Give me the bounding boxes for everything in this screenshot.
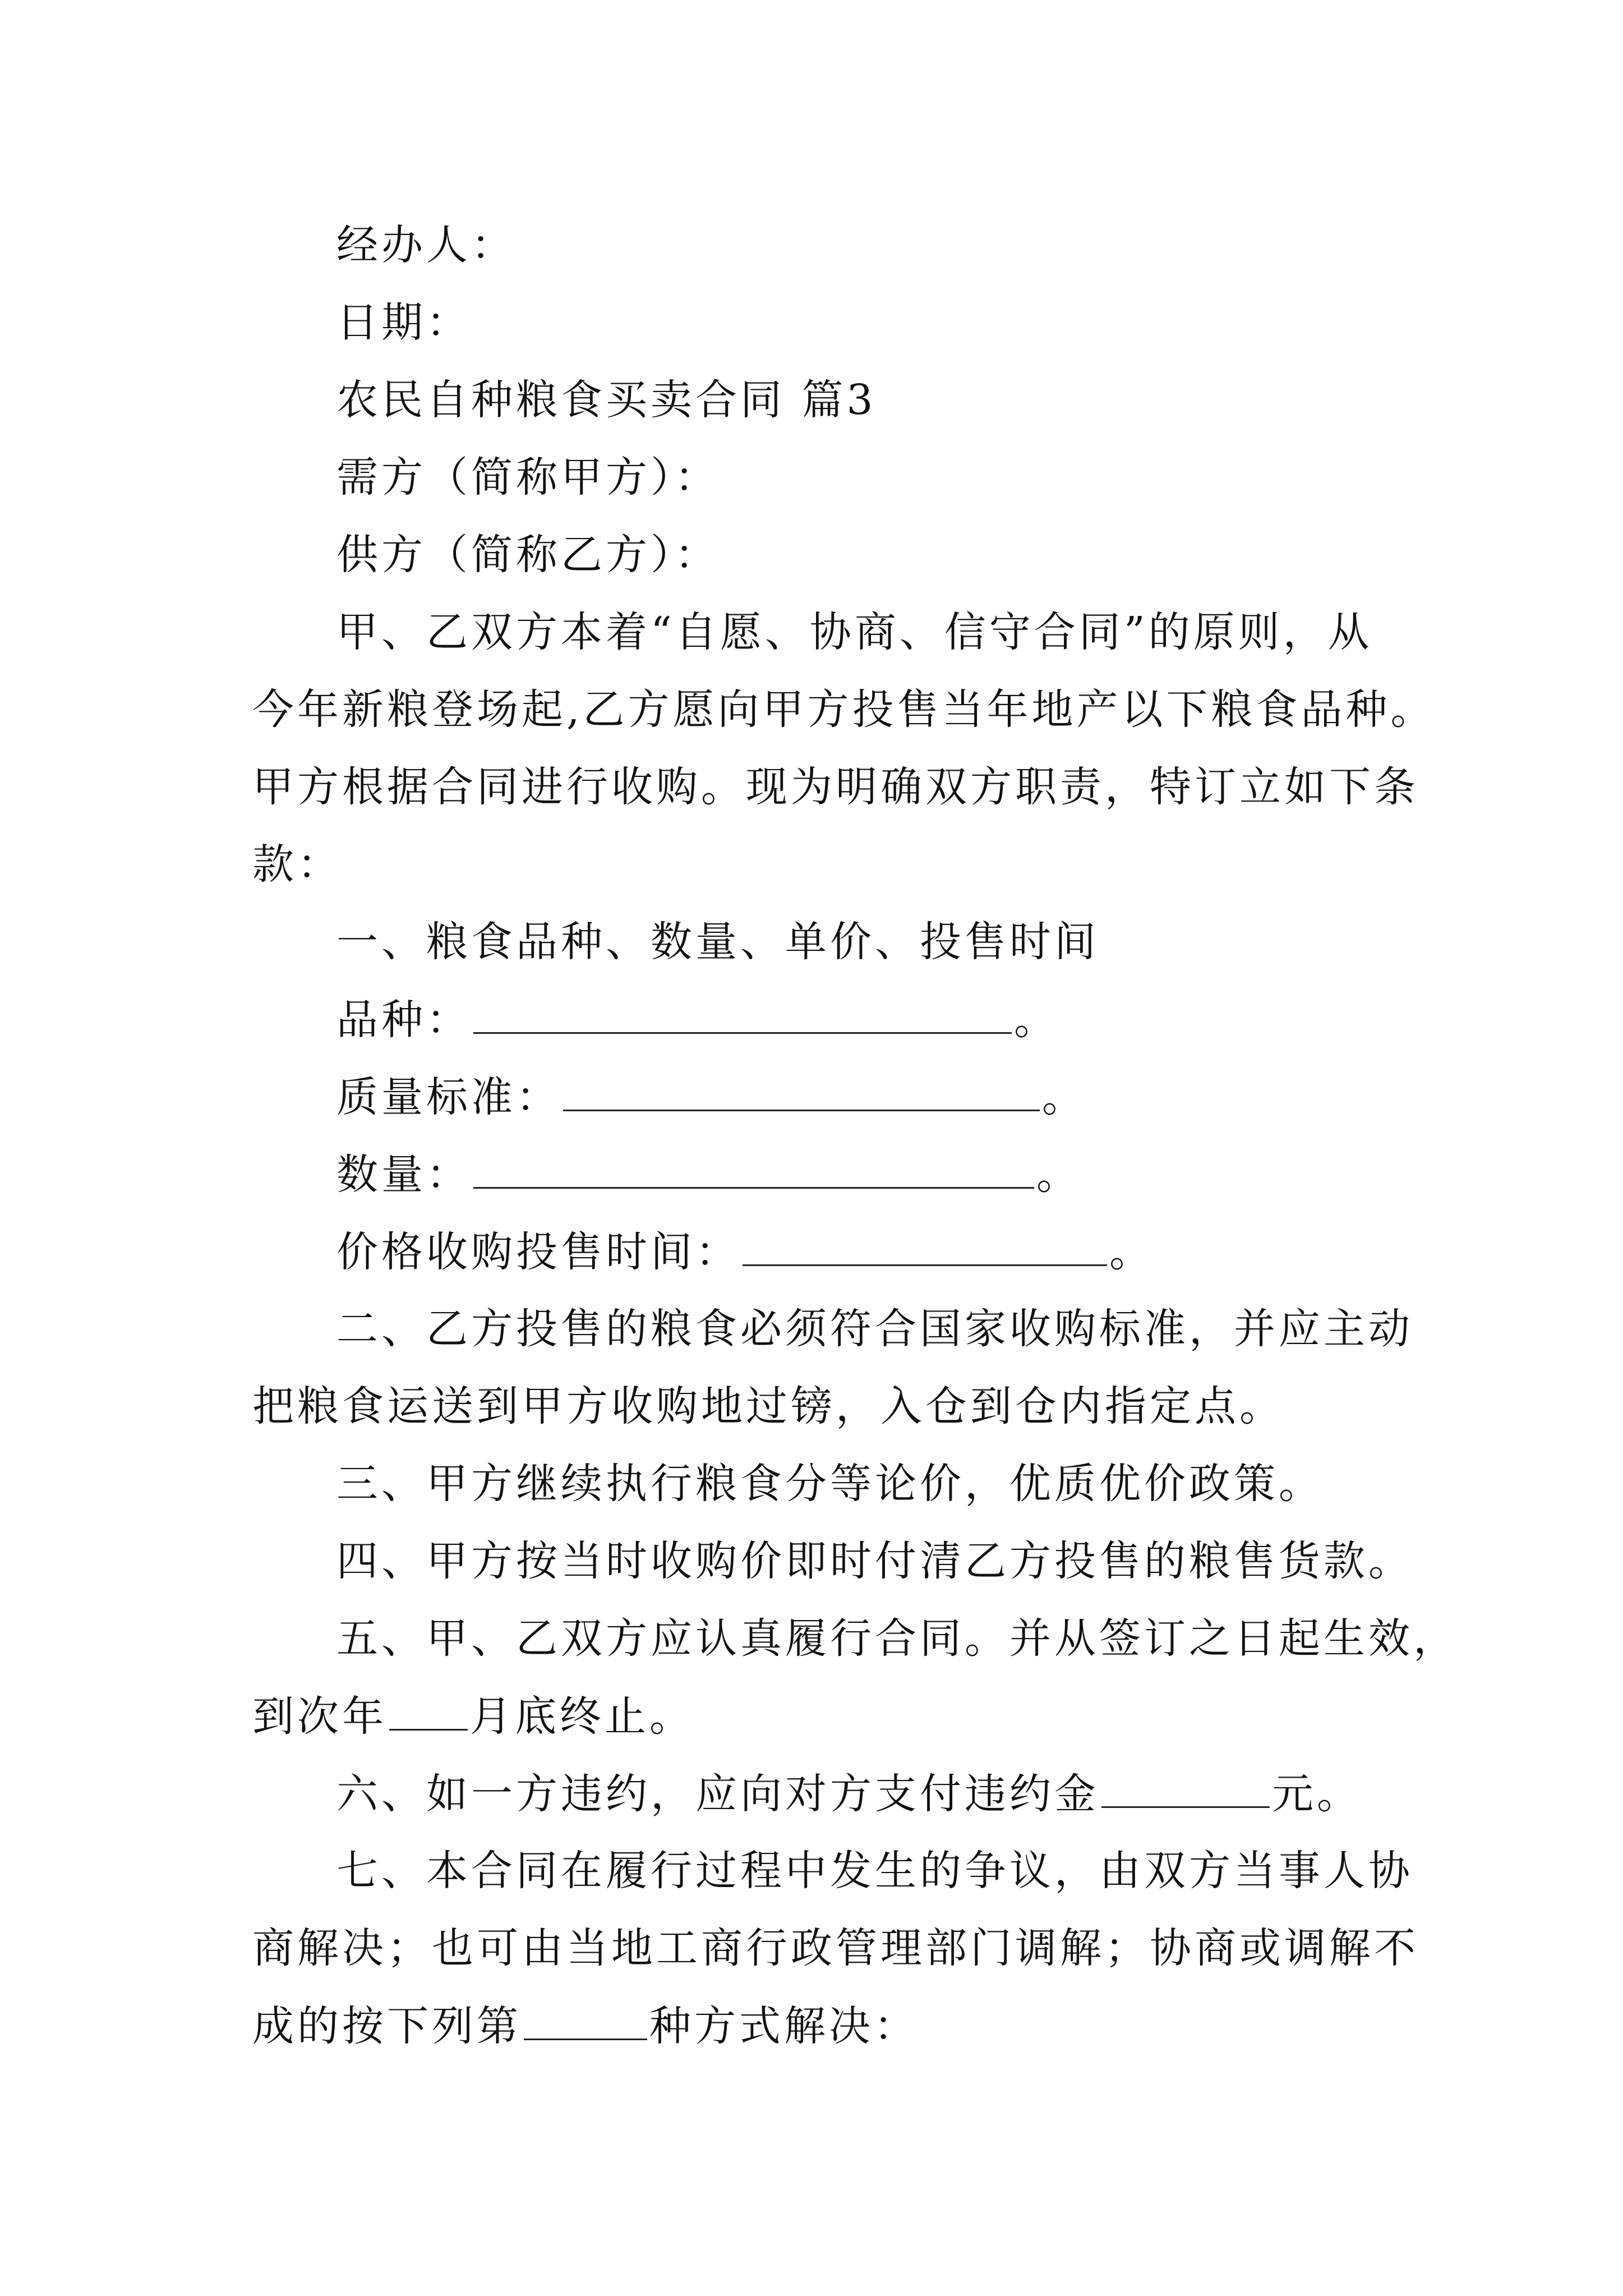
- quantity-label: 数量：: [336, 1151, 471, 1199]
- quality-label: 质量标准：: [336, 1073, 561, 1121]
- clause-5-line-1: 五、甲、乙双方应认真履行合同。并从签订之日起生效，: [336, 1614, 1458, 1663]
- clause-7-line-2: 商解决；也可由当地工商行政管理部门调解；协商或调解不: [252, 1924, 1419, 1972]
- variety-label: 品种：: [336, 996, 471, 1044]
- penalty-amount-blank: [1101, 1773, 1270, 1808]
- date-line: 日期：: [336, 298, 471, 347]
- clause-6-prefix: 六、如一方违约，应向对方支付违约金: [336, 1770, 1099, 1818]
- clause-2-line-1: 二、乙方投售的粮食必须符合国家收购标准，并应主动: [336, 1305, 1413, 1353]
- intro-paragraph-line-1: 甲、乙双方本着“自愿、协商、信守合同”的原则，从: [336, 608, 1373, 656]
- quantity-field-line: [336, 1151, 1503, 1199]
- handler-line: 经办人：: [336, 221, 516, 269]
- seller-line: 供方（简称乙方）：: [336, 531, 720, 579]
- variety-end: 。: [1014, 996, 1059, 1044]
- buyer-line: 需方（简称甲方）：: [336, 453, 720, 501]
- end-month-blank: [389, 1695, 468, 1731]
- contract-title: 农民自种粮食买卖合同 篇3: [336, 376, 877, 424]
- intro-paragraph-line-3: 甲方根据合同进行收购。现为明确双方职责，特订立如下条: [252, 763, 1419, 811]
- price-time-field-line: [336, 1228, 1503, 1276]
- price-time-end: 。: [1109, 1228, 1154, 1276]
- clause-4: 四、甲方按当时收购价即时付清乙方投售的粮售货款。: [336, 1537, 1413, 1585]
- clause-6-suffix: 元。: [1272, 1770, 1362, 1818]
- quality-blank: [563, 1076, 1040, 1111]
- clause-7-suffix: 种方式解决：: [649, 2002, 919, 2050]
- clause-5-line-2: [252, 1692, 1419, 1741]
- clause-7-line-1: 七、本合同在履行过程中发生的争议，由双方当事人协: [336, 1847, 1413, 1895]
- clause-7-prefix: 成的按下列第: [252, 2002, 522, 2050]
- intro-paragraph-line-2: 今年新粮登场起,乙方愿向甲方投售当年地产以下粮食品种。: [252, 685, 1436, 734]
- variety-field-line: [336, 996, 1503, 1044]
- clause-7-line-3: [252, 2002, 1419, 2050]
- variety-blank: [473, 999, 1012, 1034]
- quality-end: 。: [1042, 1073, 1087, 1121]
- price-time-blank: [743, 1231, 1107, 1266]
- quantity-blank: [473, 1153, 1034, 1189]
- quality-field-line: [336, 1073, 1503, 1121]
- intro-paragraph-line-4: 款：: [252, 840, 342, 889]
- clause-5-suffix: 月底终止。: [470, 1692, 694, 1741]
- clause-6-line: [336, 1770, 1503, 1818]
- price-time-label: 价格收购投售时间：: [336, 1228, 740, 1276]
- clause-2-line-2: 把粮食运送到甲方收购地过镑，入仓到仓内指定点。: [252, 1382, 1284, 1430]
- clause-1-heading: 一、粮食品种、数量、单价、投售时间: [336, 918, 1099, 966]
- clause-5-prefix: 到次年: [252, 1692, 387, 1741]
- quantity-end: 。: [1036, 1151, 1081, 1199]
- clause-3: 三、甲方继续执行粮食分等论价，优质优价政策。: [336, 1460, 1324, 1508]
- dispute-method-blank: [524, 2005, 647, 2040]
